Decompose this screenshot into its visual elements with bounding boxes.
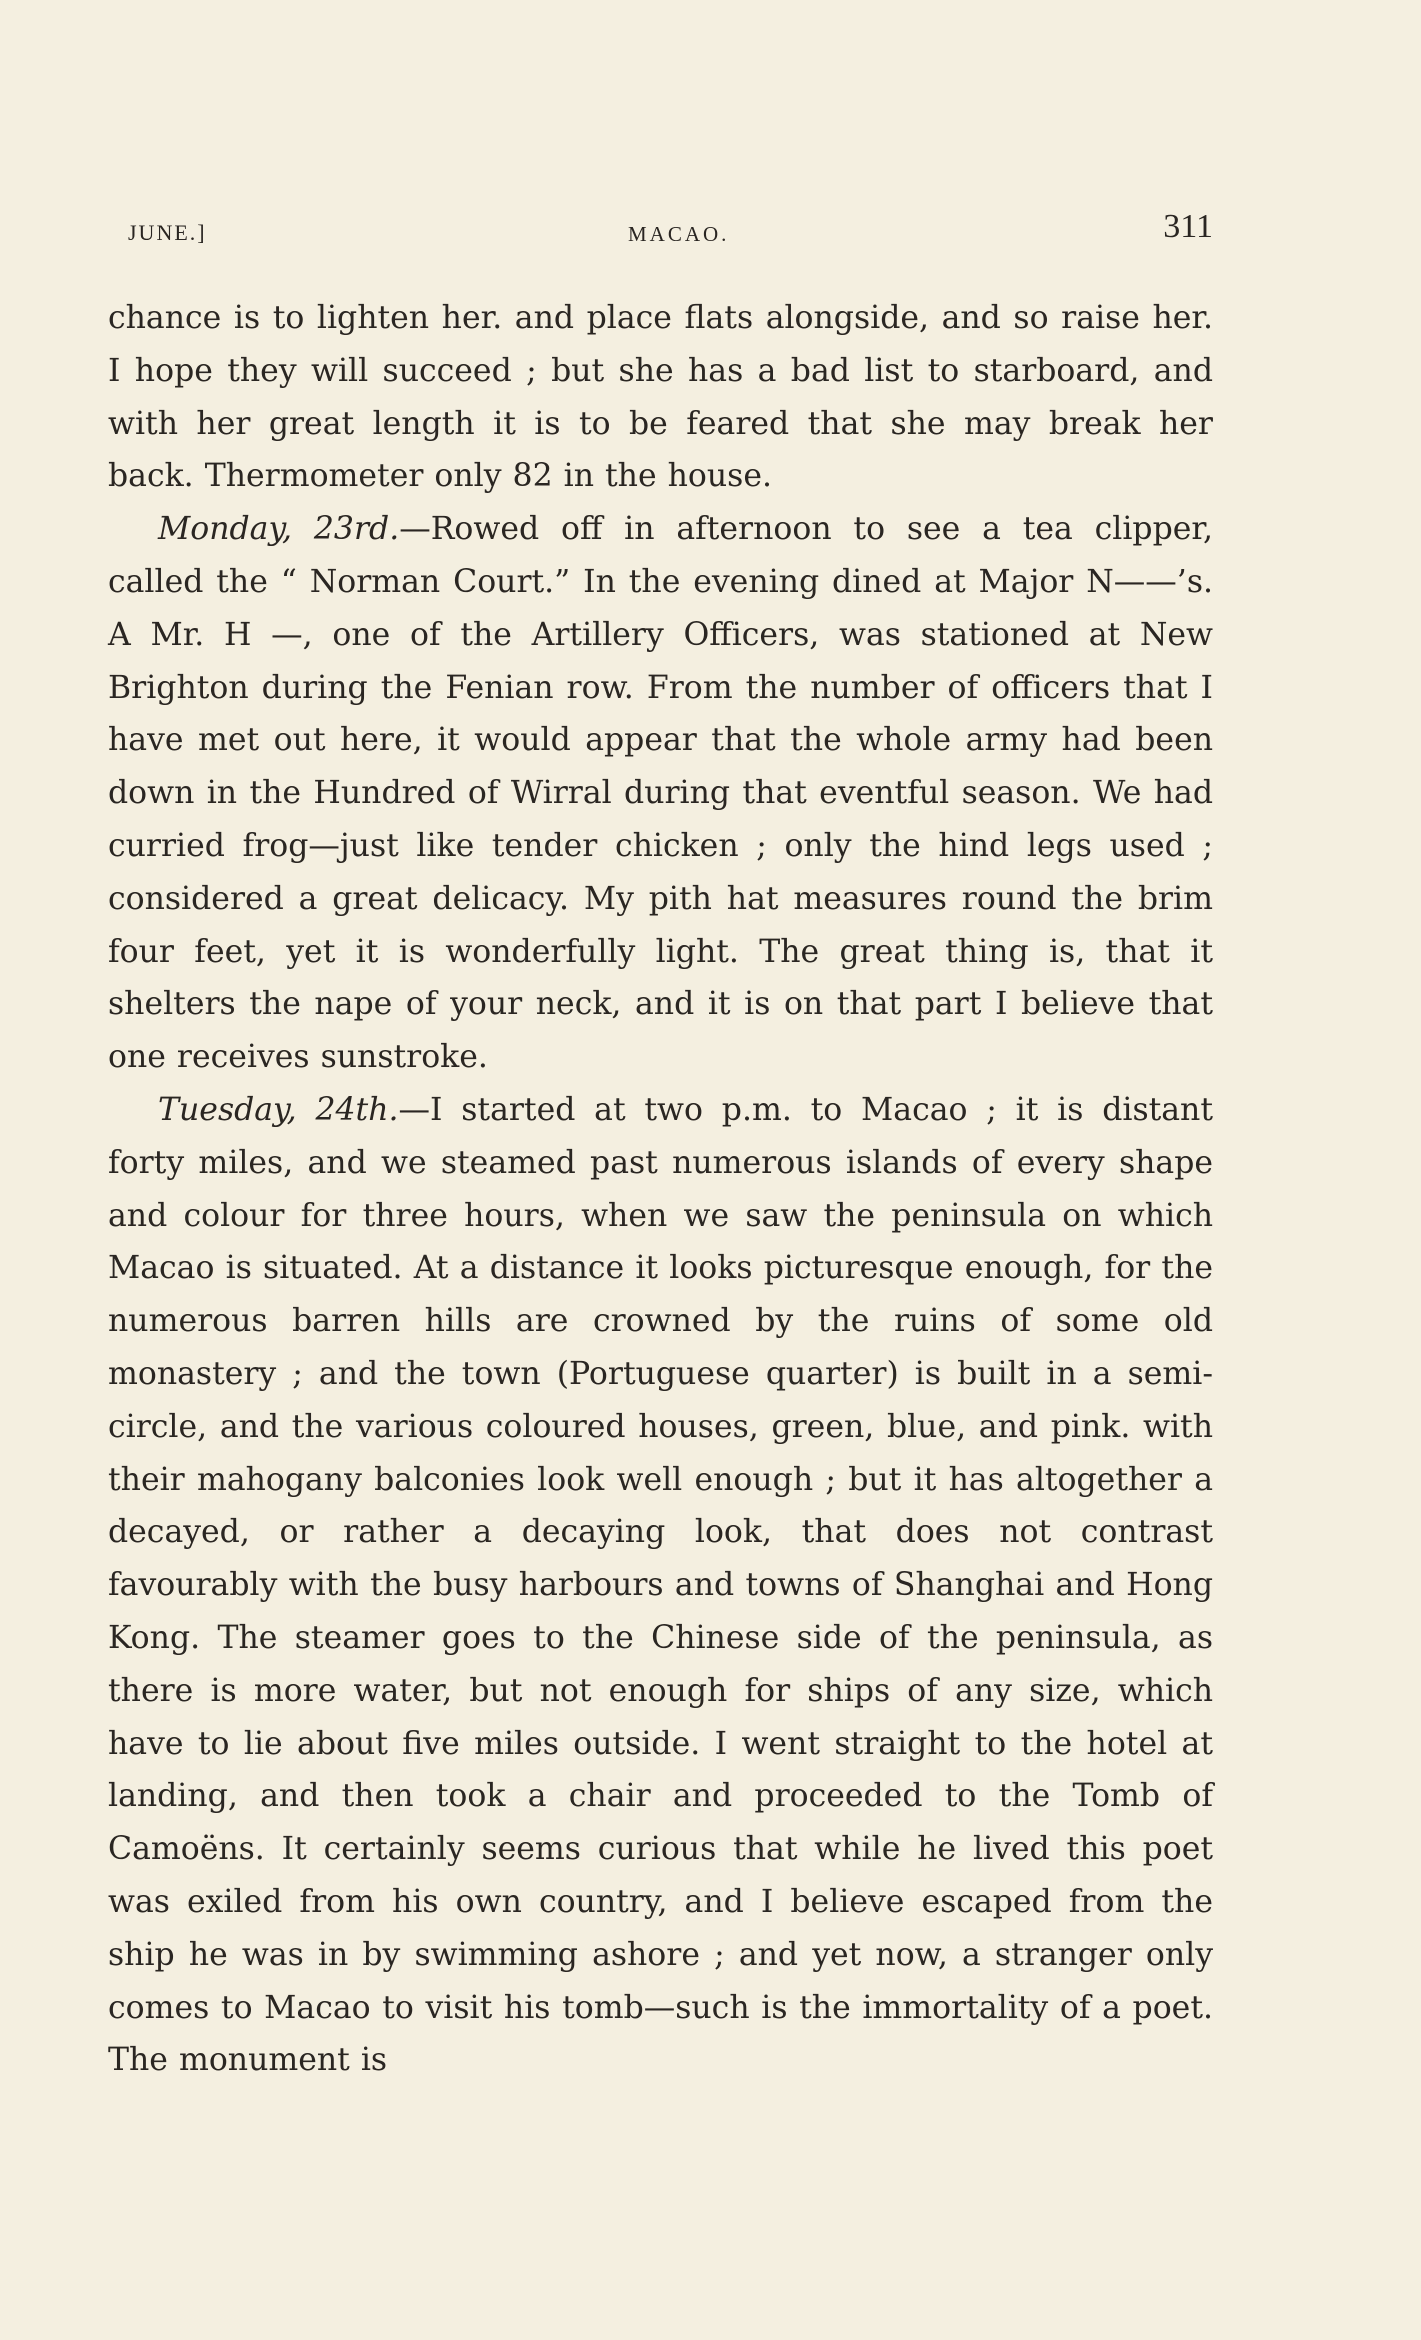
page-number: 311: [1163, 208, 1213, 245]
paragraph: [108, 1084, 1213, 2087]
paragraph-text: —Rowed off in afternoon to see a tea clipper, called the “ Norman Court.” In the evening dined at Major N——’s. A Mr. H —, one of the Artillery Officers, was stationed at New Brighton during the Fenian row. From the number of officers that I have met out here, it would appear that the whole army had been down in the Hundred of Wirral during that eventful season. We had curried frog—just like tender chicken ; only the hind legs used ; considered a great delicacy. My pith hat measures round the brim four feet, yet it is wonderfully light. The great thing is, that it shelters the nape of your neck, and it is on that part I believe that one receives sunstroke.: [108, 511, 1213, 1076]
paragraph: [108, 292, 1213, 503]
paragraph-date: Monday, 23rd.: [158, 511, 400, 548]
header-month: JUNE.]: [128, 220, 207, 245]
running-header: [118, 208, 1213, 262]
paragraph-text: chance is to lighten her. and place flats alongside, and so raise her. I hope they will succeed ; but she has a bad list to starboard, and with her great length it is to be feared that she may break her back. Thermometer only 82 in the house.: [108, 300, 1213, 495]
body-text: [108, 292, 1213, 2087]
paragraph-date: Tuesday, 24th.: [158, 1091, 399, 1128]
paragraph: [108, 503, 1213, 1084]
header-title: MACAO.: [628, 222, 730, 246]
paragraph-text: —I started at two p.m. to Macao ; it is distant forty miles, and we steamed past numerous islands of every shape and colour for three hours, when we saw the peninsula on which Macao is situated. At a distance it looks picturesque enough, for the numerous barren hills are crowned by the ruins of some old monastery ; and the town (Portuguese quarter) is built in a semi-circle, and the various coloured houses, green, blue, and pink. with their mahogany balconies look well enough ; but it has altogether a decayed, or rather a decaying look, that does not contrast favourably with the busy harbours and towns of Shanghai and Hong Kong. The steamer goes to the Chinese side of the peninsula, as there is more water, but not enough for ships of any size, which have to lie about five miles outside. I went straight to the hotel at landing, and then took a chair and proceeded to the Tomb of Camoëns. It certainly seems curious that while he lived this poet was exiled from his own country, and I believe escaped from the ship he was in by swimming ashore ; and yet now, a stranger only comes to Macao to visit his tomb—such is the immortality of a poet. The monument is: [108, 1091, 1213, 2079]
